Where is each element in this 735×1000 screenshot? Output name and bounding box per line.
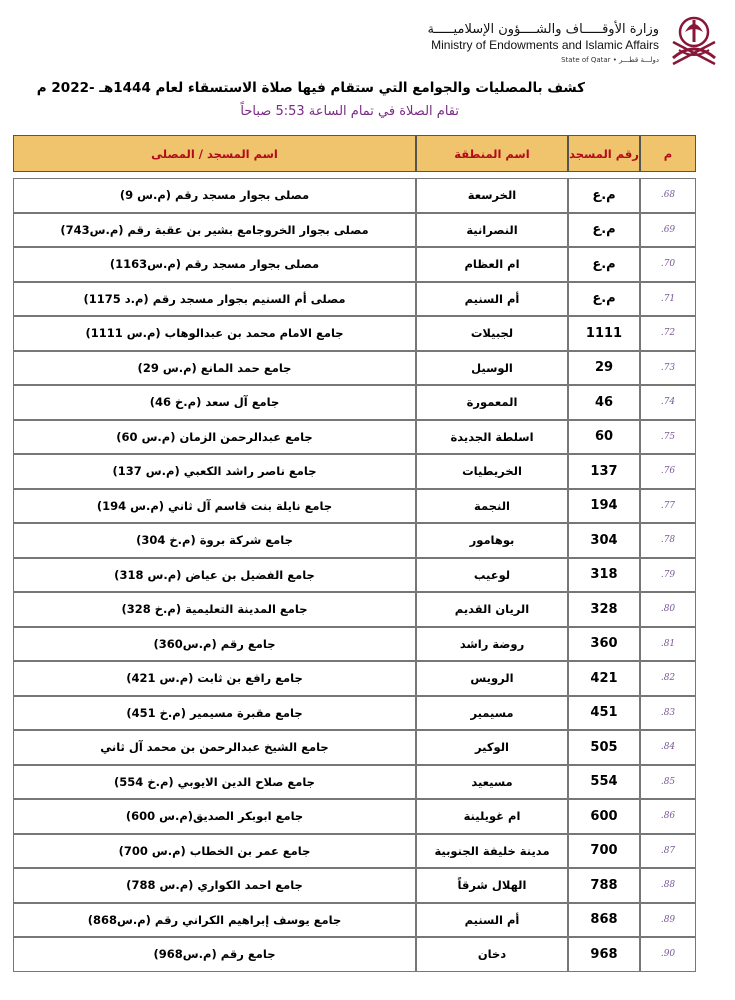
row-mosque-number: 451 — [568, 696, 640, 731]
row-mosque-number: 700 — [568, 834, 640, 869]
table-row — [13, 523, 696, 558]
row-mosque-name: جامع شركة بروة (م.خ 304) — [13, 523, 416, 558]
row-index: .86 — [640, 799, 696, 834]
table-row — [13, 834, 696, 869]
row-area: أم السنيم — [416, 903, 568, 938]
row-index: .84 — [640, 730, 696, 765]
table-row — [13, 420, 696, 455]
col-header-mosque-name: اسم المسجد / المصلى — [13, 135, 416, 172]
row-area: اسلطة الجديدة — [416, 420, 568, 455]
row-area: روضة راشد — [416, 627, 568, 662]
row-area: دخان — [416, 937, 568, 972]
row-mosque-number: 328 — [568, 592, 640, 627]
state-line: State of Qatar • دولـــة قطـــر — [561, 56, 659, 64]
row-mosque-name: جامع يوسف إبراهيم الكراني رقم (م.س868) — [13, 903, 416, 938]
row-index: .77 — [640, 489, 696, 524]
row-mosque-name: جامع رقم (م.س968) — [13, 937, 416, 972]
row-area: لجبيلات — [416, 316, 568, 351]
row-area: ام غويلينة — [416, 799, 568, 834]
row-mosque-name: جامع احمد الكواري (م.س 788) — [13, 868, 416, 903]
table-header-row — [13, 135, 696, 172]
row-mosque-number: 868 — [568, 903, 640, 938]
row-index: .74 — [640, 385, 696, 420]
table-row — [13, 903, 696, 938]
row-mosque-number: 29 — [568, 351, 640, 386]
ministry-name-english: Ministry of Endowments and Islamic Affairs — [431, 38, 659, 52]
row-mosque-number: م.ع — [568, 178, 640, 213]
row-area: الخرسعة — [416, 178, 568, 213]
row-mosque-number: 968 — [568, 937, 640, 972]
row-area: ام العظام — [416, 247, 568, 282]
row-index: .82 — [640, 661, 696, 696]
row-index: .83 — [640, 696, 696, 731]
table-row — [13, 592, 696, 627]
row-mosque-number: 1111 — [568, 316, 640, 351]
row-mosque-number: 304 — [568, 523, 640, 558]
row-mosque-number: 505 — [568, 730, 640, 765]
row-index: .88 — [640, 868, 696, 903]
row-mosque-name: جامع صلاح الدين الايوبي (م.خ 554) — [13, 765, 416, 800]
row-mosque-name: جامع مقبرة مسيمير (م.خ 451) — [13, 696, 416, 731]
ministry-name-arabic: وزارة الأوقـــــاف والشــــؤون الإسلاميـــــة — [427, 22, 659, 37]
row-mosque-number: 318 — [568, 558, 640, 593]
row-area: لوعيب — [416, 558, 568, 593]
row-area: المعمورة — [416, 385, 568, 420]
row-mosque-name: جامع حمد المانع (م.س 29) — [13, 351, 416, 386]
row-index: .89 — [640, 903, 696, 938]
row-index: .73 — [640, 351, 696, 386]
table-row — [13, 178, 696, 213]
row-index: .85 — [640, 765, 696, 800]
row-mosque-name: جامع آل سعد (م.خ 46) — [13, 385, 416, 420]
table-row — [13, 247, 696, 282]
row-mosque-number: 554 — [568, 765, 640, 800]
row-mosque-name: جامع رقم (م.س360) — [13, 627, 416, 662]
table-row — [13, 213, 696, 248]
row-index: .72 — [640, 316, 696, 351]
row-index: .76 — [640, 454, 696, 489]
row-mosque-name: جامع المدينة التعليمية (م.خ 328) — [13, 592, 416, 627]
row-index: .80 — [640, 592, 696, 627]
row-index: .87 — [640, 834, 696, 869]
row-mosque-name: جامع نايلة بنت قاسم آل ثاني (م.س 194) — [13, 489, 416, 524]
table-row — [13, 765, 696, 800]
row-mosque-name: جامع ابوبكر الصديق(م.س 600) — [13, 799, 416, 834]
row-mosque-number: م.ع — [568, 213, 640, 248]
ministry-header — [423, 10, 723, 72]
row-mosque-number: 137 — [568, 454, 640, 489]
row-mosque-name: مصلى بجوار مسجد رقم (م.س1163) — [13, 247, 416, 282]
table-row — [13, 558, 696, 593]
row-area: مسيعيد — [416, 765, 568, 800]
row-mosque-name: جامع ناصر راشد الكعبي (م.س 137) — [13, 454, 416, 489]
row-mosque-number: م.ع — [568, 282, 640, 317]
mosques-table — [13, 135, 696, 972]
row-index: .81 — [640, 627, 696, 662]
table-row — [13, 868, 696, 903]
row-index: .79 — [640, 558, 696, 593]
row-mosque-number: 60 — [568, 420, 640, 455]
row-area: بوهامور — [416, 523, 568, 558]
row-index: .69 — [640, 213, 696, 248]
row-index: .75 — [640, 420, 696, 455]
row-index: .71 — [640, 282, 696, 317]
row-area: الوكير — [416, 730, 568, 765]
row-area: الهلال شرقاً — [416, 868, 568, 903]
row-area: الرويس — [416, 661, 568, 696]
qatar-emblem-icon — [665, 10, 723, 68]
prayer-time-subtitle: تقام الصلاة في تمام الساعة 5:53 صباحاً — [240, 104, 459, 119]
row-mosque-name: جامع عمر بن الخطاب (م.س 700) — [13, 834, 416, 869]
row-mosque-name: مصلى بجوار الخروجامع بشير بن عقبة رقم (م.س743) — [13, 213, 416, 248]
row-area: أم السنيم — [416, 282, 568, 317]
row-mosque-name: جامع الفضيل بن عياض (م.س 318) — [13, 558, 416, 593]
table-row — [13, 385, 696, 420]
table-row — [13, 282, 696, 317]
row-mosque-number: 421 — [568, 661, 640, 696]
row-area: النجمة — [416, 489, 568, 524]
row-index: .68 — [640, 178, 696, 213]
table-row — [13, 351, 696, 386]
table-row — [13, 937, 696, 972]
table-body — [13, 172, 696, 972]
table-row — [13, 730, 696, 765]
col-header-mosque-number: رقم المسجد — [568, 135, 640, 172]
row-mosque-name: جامع الامام محمد بن عبدالوهاب (م.س 1111) — [13, 316, 416, 351]
row-area: الريان القديم — [416, 592, 568, 627]
row-mosque-number: 788 — [568, 868, 640, 903]
row-mosque-name: جامع الشيخ عبدالرحمن بن محمد آل ثاني — [13, 730, 416, 765]
row-mosque-number: 46 — [568, 385, 640, 420]
row-mosque-name: مصلى بجوار مسجد رقم (م.س 9) — [13, 178, 416, 213]
row-mosque-number: 194 — [568, 489, 640, 524]
row-mosque-name: جامع عبدالرحمن الزمان (م.س 60) — [13, 420, 416, 455]
table-row — [13, 454, 696, 489]
row-area: مسيمير — [416, 696, 568, 731]
table-row — [13, 627, 696, 662]
row-index: .70 — [640, 247, 696, 282]
col-header-index: م — [640, 135, 696, 172]
row-mosque-name: مصلى أم السنيم بجوار مسجد رقم (م.د 1175) — [13, 282, 416, 317]
row-index: .78 — [640, 523, 696, 558]
row-mosque-name: جامع رافع بن ثابت (م.س 421) — [13, 661, 416, 696]
row-index: .90 — [640, 937, 696, 972]
row-area: مدينة خليفة الجنوبية — [416, 834, 568, 869]
row-area: الوسيل — [416, 351, 568, 386]
row-mosque-number: م.ع — [568, 247, 640, 282]
row-area: النصرانية — [416, 213, 568, 248]
row-mosque-number: 600 — [568, 799, 640, 834]
row-mosque-number: 360 — [568, 627, 640, 662]
document-title: كشف بالمصليات والجوامع التي ستقام فيها صلاة الاستسقاء لعام 1444هـ -2022 م — [36, 80, 585, 96]
table-row — [13, 316, 696, 351]
table-row — [13, 489, 696, 524]
table-row — [13, 661, 696, 696]
table-row — [13, 799, 696, 834]
col-header-area: اسم المنطقة — [416, 135, 568, 172]
table-row — [13, 696, 696, 731]
row-area: الخريطيات — [416, 454, 568, 489]
